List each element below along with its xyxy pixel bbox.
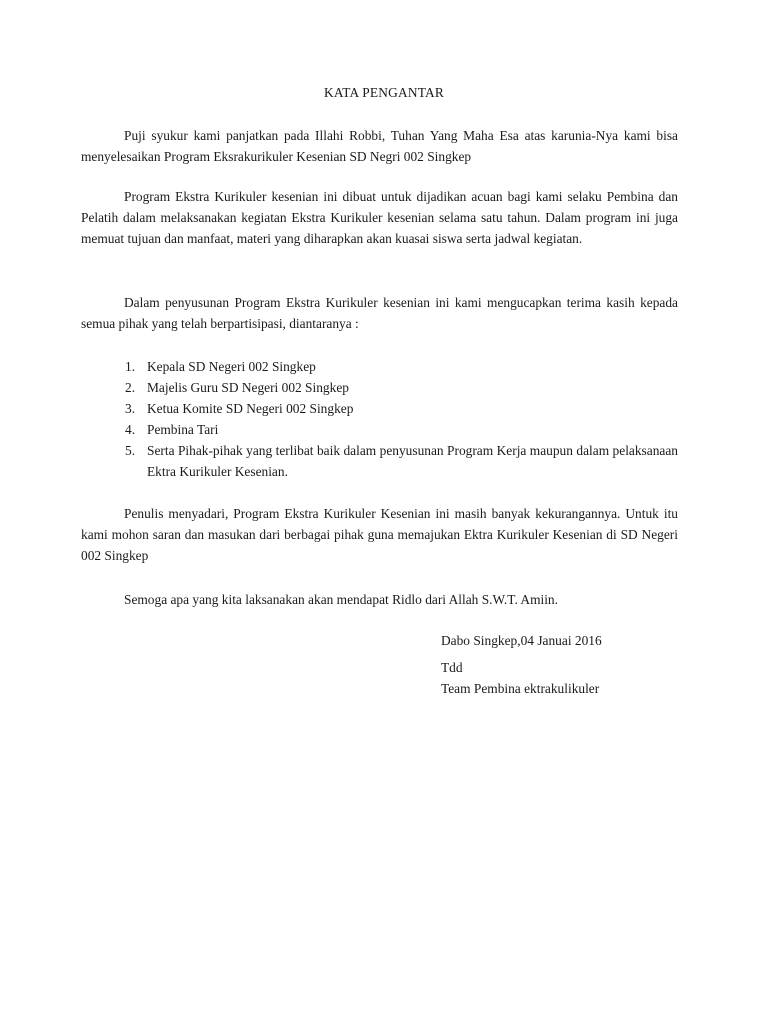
- paragraph-acknowledgement: Dalam penyusunan Program Ekstra Kurikuler kesenian ini kami mengucapkan terima kasih kepada semua pihak yang telah berpartisipasi, diantaranya :: [81, 295, 678, 331]
- list-item-number: 2.: [125, 380, 136, 395]
- list-item-number: 4.: [125, 422, 136, 437]
- list-item: [81, 398, 678, 419]
- list-item: [81, 356, 678, 377]
- list-item: [81, 377, 678, 398]
- list-item: [81, 419, 678, 440]
- list-item-text: Serta Pihak-pihak yang terlibat baik dalam penyusunan Program Kerja maupun dalam pelaksanaan Ektra Kurikuler Kesenian.: [147, 443, 678, 479]
- list-item-number: 3.: [125, 401, 136, 416]
- paragraph-closing-prayer: Semoga apa yang kita laksanakan akan mendapat Ridlo dari Allah S.W.T. Amiin.: [124, 592, 558, 607]
- document-title: KATA PENGANTAR: [323, 85, 445, 100]
- list-item-text: Kepala SD Negeri 002 Singkep: [147, 359, 316, 374]
- list-item-text: Ketua Komite SD Negeri 002 Singkep: [147, 401, 354, 416]
- list-item-text: Pembina Tari: [147, 422, 219, 437]
- signature-team: Team Pembina ektrakulikuler: [441, 681, 600, 696]
- paragraph-gratitude: Puji syukur kami panjatkan pada Illahi Robbi, Tuhan Yang Maha Esa atas karunia-Nya kami bisa menyelesaikan Program Eksrakurikuler Kesenian SD Negri 002 Singkep: [81, 128, 678, 164]
- acknowledgement-list: [81, 356, 678, 482]
- list-item: [81, 440, 678, 482]
- list-item-text: Majelis Guru SD Negeri 002 Singkep: [147, 380, 349, 395]
- paragraph-shortcomings: Penulis menyadari, Program Ekstra Kurikuler Kesenian ini masih banyak kekurangannya. Untuk itu kami mohon saran dan masukan dari berbagai pihak guna memajukan Ektra Kurikuler Kesenian di SD Negeri 002 Singkep: [81, 506, 678, 563]
- signature-place-date: Dabo Singkep,04 Januai 2016: [441, 633, 602, 648]
- paragraph-program-purpose: Program Ekstra Kurikuler kesenian ini dibuat untuk dijadikan acuan bagi kami selaku Pembina dan Pelatih dalam melaksanakan kegiatan Ekstra Kurikuler kesenian selama satu tahun. Dalam program ini juga memuat tujuan dan manfaat, materi yang diharapkan akan kuasai siswa serta jadwal kegiatan.: [81, 189, 678, 246]
- list-item-number: 5.: [125, 443, 136, 458]
- list-item-number: 1.: [125, 359, 136, 374]
- signature-tdd: Tdd: [441, 660, 463, 675]
